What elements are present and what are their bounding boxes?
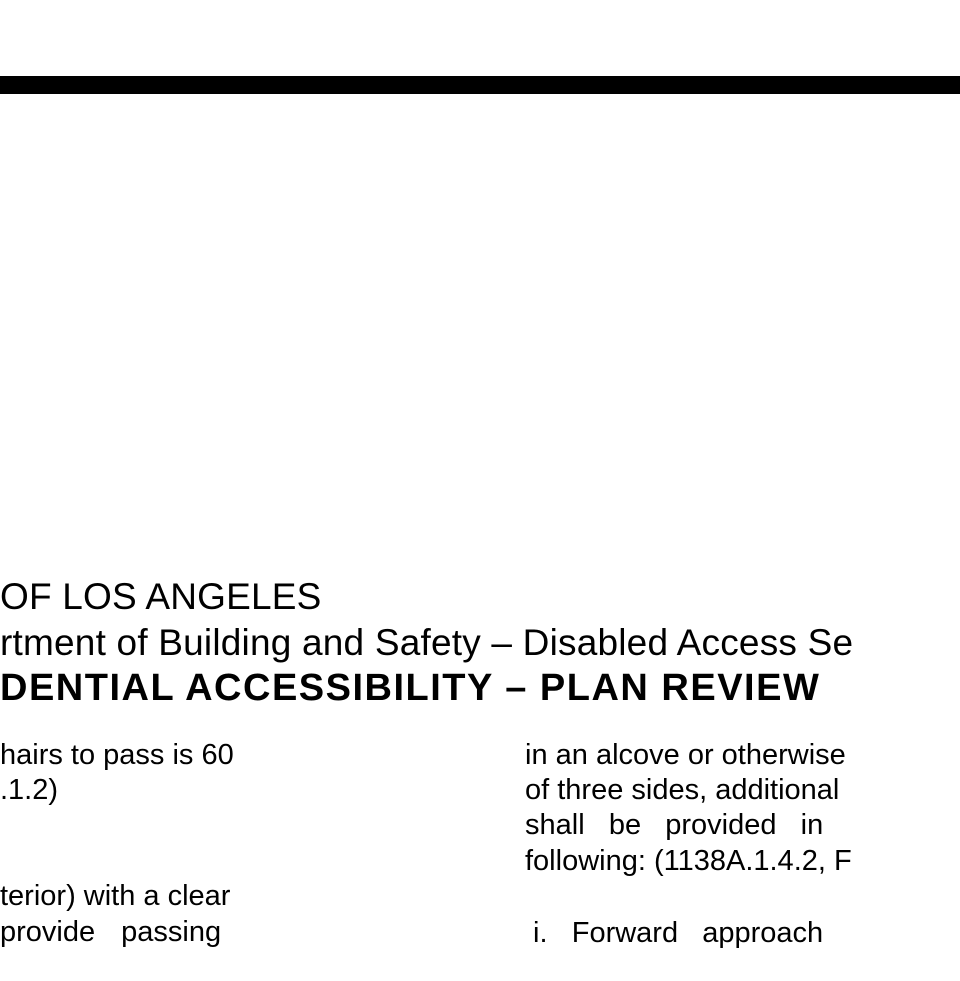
- right-col-line-5: i. Forward approach: [525, 917, 824, 949]
- header-rule: [0, 76, 960, 94]
- left-col-line-1: hairs to pass is 60: [0, 739, 234, 771]
- document-title: DENTIAL ACCESSIBILITY – PLAN REVIEW: [0, 667, 821, 709]
- header-line-1: OF LOS ANGELES: [0, 576, 322, 617]
- header-line-2: rtment of Building and Safety – Disabled Access Se: [0, 622, 854, 663]
- left-col-line-2: .1.2): [0, 774, 59, 806]
- left-col-line-5: provide passing: [0, 916, 222, 948]
- right-col-line-3: shall be provided in: [525, 809, 824, 841]
- right-col-line-2: of three sides, additional: [525, 774, 840, 806]
- left-col-line-4: terior) with a clear: [0, 880, 231, 912]
- right-col-line-1: in an alcove or otherwise: [525, 739, 846, 771]
- right-col-line-4: following: (1138A.1.4.2, F: [525, 845, 852, 877]
